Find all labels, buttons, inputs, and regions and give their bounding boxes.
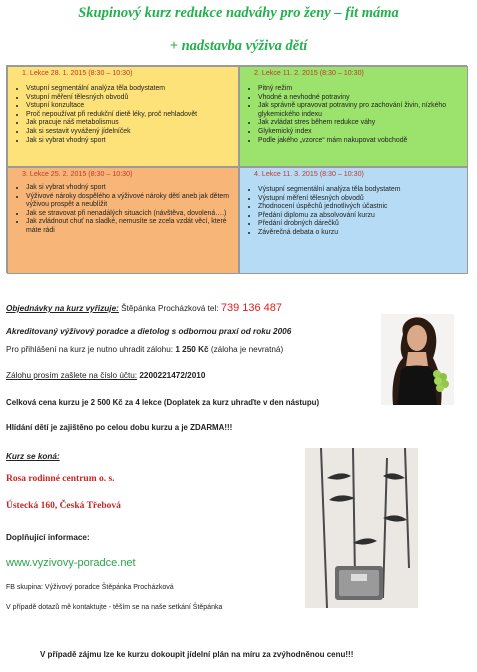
account-number: 2200221472/2010 [139,371,206,380]
list-item: • Výstupní segmentální analýza těla bodystatem [258,186,461,195]
lesson-4-heading: 4. Lekce 11. 3. 2015 (8:30 – 10:30) [254,170,364,178]
phone-number: 739 136 487 [220,302,282,314]
lesson-4-cell [239,167,468,274]
account-line [6,371,205,380]
list-item: • Jak se stravovat při nenadálých situacích (návštěva, dovolená….) [26,210,232,219]
list-item: • Glykemický index [258,128,461,137]
list-item: • Vhodné a nevhodné potraviny [258,94,461,103]
account-label: Zálohu prosím zašlete na číslo účtu: [6,371,138,380]
babysitting-note: Hlídání dětí je zajištěno po celou dobu kurzu a je ZDARMA!!! [6,423,233,432]
list-item: • Výživové nároky dospělého a výživové nároky dětí aneb jak dětem výživou prospět a neublížit [26,193,232,210]
lesson-2-topics [246,85,461,145]
lessons-table [6,65,467,273]
list-item: • Jak zvládat stres během redukce váhy [258,119,461,128]
prepay-text: Pro přihlášení na kurz je nutno uhradit zálohu: [6,345,174,354]
orders-line [6,302,282,314]
questions-note: V případě dotazů mě kontaktujte - těším se na naše setkání Štěpánka [6,604,223,611]
list-item: • Jak si vybrat vhodný sport [26,184,232,193]
list-item: • Jak správně upravovat potraviny pro zachování živin, nízkého glykemického indexu [258,102,461,119]
lesson-3-topics [14,184,232,236]
page-title: Skupinový kurz redukce nadváhy pro ženy – fit máma [78,5,399,21]
list-item: • Vstupní konzultace [26,102,232,111]
footer-offer: V případě zájmu lze ke kurzu dokoupit jídelní plán na míru za zvýhodněnou cenu!!! [40,650,354,659]
more-info-label: Doplňující informace: [6,533,90,542]
orders-name: Štěpánka Procházková tel: [121,304,219,313]
list-item: • Proč nepoužívat při redukční dietě léky, proč nehladovět [26,111,232,120]
page-subtitle: + nadstavba výživa dětí [169,38,308,54]
list-item: • Jak pracuje náš metabolismus [26,119,232,128]
total-price: Celková cena kurzu je 2 500 Kč za 4 lekce (Doplatek za kurz uhraďte v den nástupu) [6,398,320,407]
prepay-note: (záloha je nevratná) [210,345,284,354]
lesson-4-topics [246,186,461,238]
lesson-2-heading: 2. Lekce 11. 2. 2015 (8:30 – 10:30) [254,69,364,77]
list-item: • Zhodnocení úspěchů jednotlivých účastnic [258,203,461,212]
list-item: • Podle jakého „vzorce“ mám nakupovat vobchodě [258,137,461,146]
list-item: • Výstupní měření tělesných obvodů [258,195,461,204]
location-label: Kurz se koná: [6,452,60,461]
woman-photo [381,314,454,405]
lesson-1-topics [14,85,232,145]
list-item: • Vstupní měření tělesných obvodů [26,94,232,103]
list-item: • Předání drobných dárečků [258,220,461,229]
accreditation-text: Akreditovaný výživový poradce a dietolog s odbornou praxí od roku 2006 [6,327,292,336]
venue-name: Rosa rodinné centrum o. s. [6,474,115,484]
list-item: • Závěrečná debata o kurzu [258,229,461,238]
website-link[interactable]: www.vyzivovy-poradce.net [6,557,136,569]
list-item: • Pitný režim [258,85,461,94]
prepay-amount: 1 250 Kč [175,345,209,354]
list-item: • Jak si vybrat vhodný sport [26,137,232,146]
lesson-3-cell [7,167,239,274]
lesson-1-cell [7,66,239,167]
fb-group: FB skupina: Výživový poradce Štěpánka Procházková [6,584,174,591]
lesson-1-heading: 1. Lekce 28. 1. 2015 (8:30 – 10:30) [22,69,133,77]
list-item: • Vstupní segmentální analýza těla bodystatem [26,85,232,94]
bamboo-scale-photo [305,448,418,608]
venue-address: Ústecká 160, Česká Třebová [6,501,121,511]
prepay-line [6,345,283,354]
lesson-2-cell [239,66,468,167]
lesson-3-heading: 3. Lekce 25. 2. 2015 (8:30 – 10:30) [22,170,133,178]
list-item: • Jak zvládnout chuť na sladké, nemusíte se zcela vzdát věcí, které máte rádi [26,218,232,235]
orders-label: Objednávky na kurz vyřizuje: [6,304,119,313]
list-item: • Předání diplomu za absolvování kurzu [258,212,461,221]
list-item: • Jak si sestavit vyvážený jídelníček [26,128,232,137]
